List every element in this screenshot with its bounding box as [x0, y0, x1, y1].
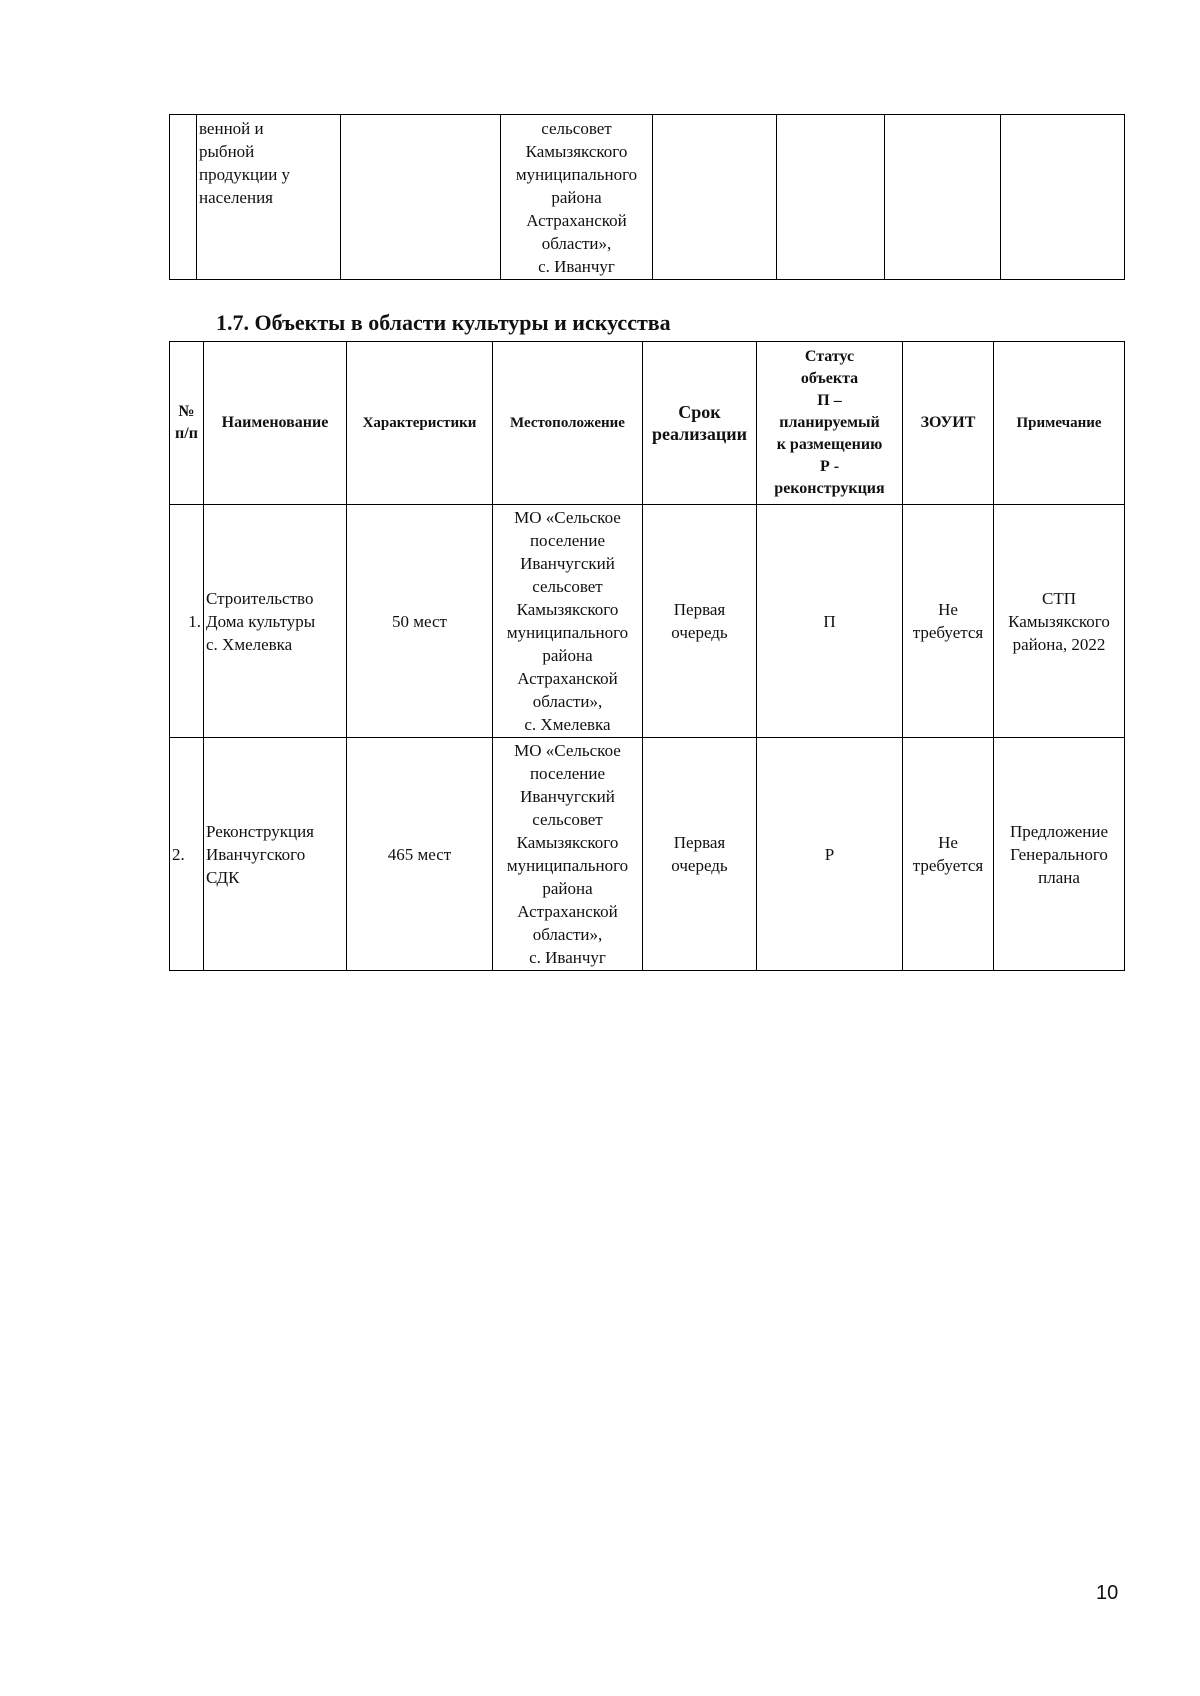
cell-location: МО «Сельское поселение Иванчугский сельсовет Камызякского муниципального района Астраханской области», с. Иванчуг	[493, 738, 643, 971]
cell-characteristics: 50 мест	[347, 505, 493, 738]
header-characteristics: Характеристики	[347, 342, 493, 505]
table-row	[170, 115, 1125, 280]
cell-term: Первая очередь	[643, 738, 757, 971]
section-title: 1.7. Объекты в области культуры и искусства	[216, 310, 671, 335]
cell-location: МО «Сельское поселение Иванчугский сельсовет Камызякского муниципального района Астраханской области», с. Хмелевка	[493, 505, 643, 738]
cell-status: Р	[757, 738, 903, 971]
cell-term	[653, 115, 777, 280]
table-header-row	[170, 342, 1125, 505]
header-status: Статус объекта П – планируемый к размещению Р - реконструкция	[757, 342, 903, 505]
cell-name: Строительство Дома культуры с. Хмелевка	[204, 505, 347, 738]
cell-zouit: Не требуется	[903, 738, 994, 971]
cell-zouit: Не требуется	[903, 505, 994, 738]
table-row	[170, 738, 1125, 971]
cell-characteristics	[341, 115, 501, 280]
header-term: Срок реализации	[643, 342, 757, 505]
cell-num: 1.	[170, 505, 204, 738]
header-zouit: ЗОУИТ	[903, 342, 994, 505]
header-num: № п/п	[170, 342, 204, 505]
cell-status	[777, 115, 885, 280]
cell-term: Первая очередь	[643, 505, 757, 738]
cell-characteristics: 465 мест	[347, 738, 493, 971]
cell-name: Реконструкция Иванчугского СДК	[204, 738, 347, 971]
page-number: 10	[1096, 1582, 1119, 1604]
table-row	[170, 505, 1125, 738]
cell-zouit	[885, 115, 1001, 280]
cell-location: сельсовет Камызякского муниципального района Астраханской области», с. Иванчуг	[501, 115, 653, 280]
header-name: Наименование	[204, 342, 347, 505]
header-note: Примечание	[994, 342, 1125, 505]
cell-num: 2.	[170, 738, 204, 971]
cell-note: Предложение Генерального плана	[994, 738, 1125, 971]
cell-status: П	[757, 505, 903, 738]
header-location: Местоположение	[493, 342, 643, 505]
cell-note: СТП Камызякского района, 2022	[994, 505, 1125, 738]
continuation-table	[169, 114, 1125, 280]
culture-objects-table	[169, 341, 1125, 971]
cell-num	[170, 115, 197, 280]
cell-note	[1001, 115, 1125, 280]
cell-name: венной и рыбной продукции у населения	[197, 115, 341, 280]
